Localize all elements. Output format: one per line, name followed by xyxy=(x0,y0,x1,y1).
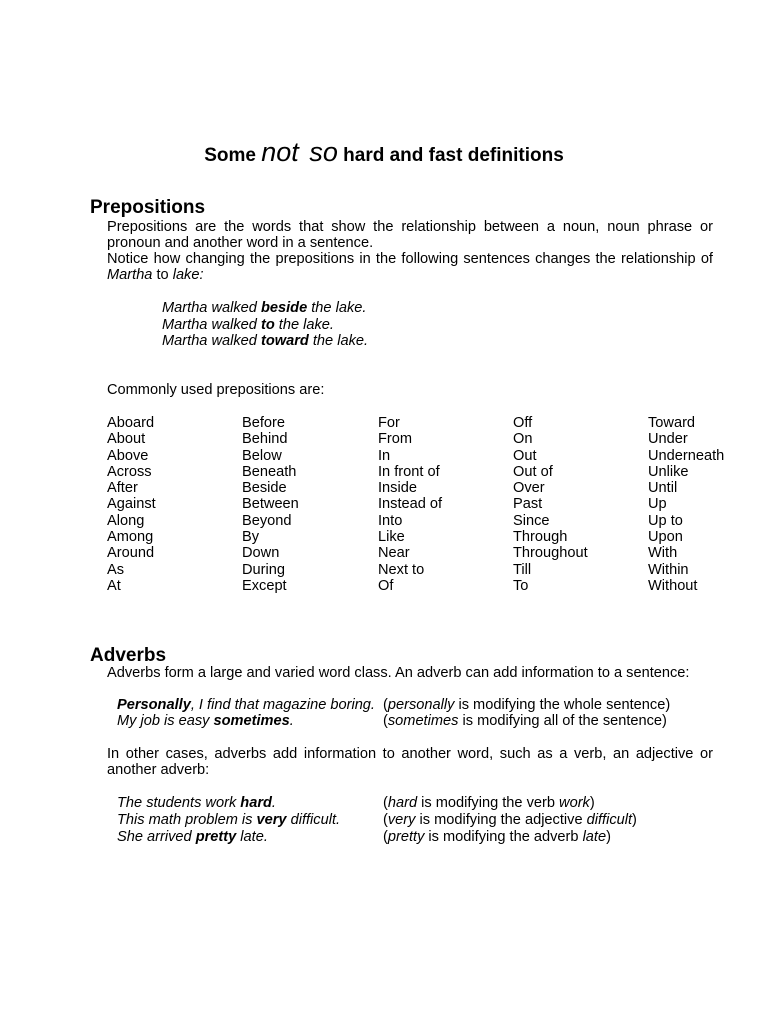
preposition-item: Out xyxy=(513,447,537,464)
adverbs-other-cases: In other cases, adverbs add information to another word, such as a verb, an adjective or another adverb: xyxy=(107,746,713,779)
preposition-item: After xyxy=(107,480,138,497)
preposition-item: Across xyxy=(107,463,152,480)
preposition-item: Toward xyxy=(648,415,696,431)
prepositions-table xyxy=(107,415,747,595)
preposition-item: Past xyxy=(513,496,543,513)
preposition-item: Into xyxy=(378,512,403,529)
preposition-item: Beneath xyxy=(242,463,297,480)
preposition-item: Against xyxy=(107,496,156,513)
prepositions-notice: Notice how changing the prepositions in the following sentences changes the relationship of Martha to lake: xyxy=(107,251,713,284)
preposition-item: Behind xyxy=(242,431,288,448)
preposition-item: With xyxy=(648,545,678,562)
preposition-item: Beside xyxy=(242,480,287,497)
preposition-item: Over xyxy=(513,480,545,497)
adverb-example-pretty: She arrived pretty late. xyxy=(117,829,268,845)
adverbs-heading: Adverbs xyxy=(90,645,167,666)
preposition-item: Around xyxy=(107,545,155,562)
preposition-item: Off xyxy=(513,415,533,431)
preposition-item: At xyxy=(107,577,121,594)
title-text-rest: hard and fast definitions xyxy=(343,145,564,166)
preposition-item: Like xyxy=(378,529,405,546)
prepositions-heading: Prepositions xyxy=(90,197,206,218)
preposition-item: Upon xyxy=(648,529,683,546)
example-sentence-beside: Martha walked beside the lake. xyxy=(162,300,367,316)
preposition-item: Above xyxy=(107,447,149,464)
preposition-item: Instead of xyxy=(378,496,443,513)
adverb-example-personally: Personally, I find that magazine boring. xyxy=(117,697,375,713)
preposition-column xyxy=(513,415,588,594)
preposition-item: Up xyxy=(648,496,667,513)
preposition-item: About xyxy=(107,431,146,448)
preposition-item: In front of xyxy=(378,463,440,480)
adverb-note-sometimes: (sometimes is modifying all of the sentence) xyxy=(383,713,667,729)
preposition-item: Throughout xyxy=(513,545,588,562)
adverb-note-hard: (hard is modifying the verb work) xyxy=(383,795,595,811)
page-title xyxy=(0,134,768,174)
preposition-item: Inside xyxy=(378,480,417,497)
prepositions-list-intro: Commonly used prepositions are: xyxy=(107,382,325,398)
preposition-item: For xyxy=(378,415,400,431)
preposition-item: Along xyxy=(107,512,145,529)
preposition-item: Among xyxy=(107,529,154,546)
preposition-item: Of xyxy=(378,577,394,594)
preposition-item: Beyond xyxy=(242,512,292,529)
example-sentence-toward: Martha walked toward the lake. xyxy=(162,333,369,349)
adverbs-definition: Adverbs form a large and varied word class. An adverb can add information to a sentence: xyxy=(107,665,690,681)
adverb-note-very: (very is modifying the adjective difficult) xyxy=(383,812,637,828)
preposition-item: On xyxy=(513,431,533,448)
preposition-item: Between xyxy=(242,496,299,513)
preposition-column xyxy=(648,415,724,594)
adverb-example-sometimes: My job is easy sometimes. xyxy=(117,713,294,729)
preposition-item: Under xyxy=(648,431,688,448)
preposition-item: Before xyxy=(242,415,285,431)
preposition-column xyxy=(242,415,299,594)
adverb-example-hard: The students work hard. xyxy=(117,795,276,811)
title-text-not: not xyxy=(261,137,299,167)
example-sentence-to: Martha walked to the lake. xyxy=(162,317,334,333)
preposition-item: Till xyxy=(513,561,532,578)
preposition-item: Through xyxy=(513,529,568,546)
preposition-item: Underneath xyxy=(648,447,725,464)
preposition-item: Except xyxy=(242,577,287,594)
preposition-item: Near xyxy=(378,545,410,562)
preposition-item: As xyxy=(107,561,125,578)
title-text-so: so xyxy=(309,137,338,167)
preposition-item: Up to xyxy=(648,512,683,529)
adverb-note-personally: (personally is modifying the whole sentence) xyxy=(383,697,671,713)
preposition-item: Without xyxy=(648,577,698,594)
preposition-item: To xyxy=(513,577,529,594)
preposition-item: From xyxy=(378,431,413,448)
preposition-item: During xyxy=(242,561,285,578)
preposition-item: Down xyxy=(242,545,280,562)
preposition-item: Unlike xyxy=(648,463,689,480)
title-text-some: Some xyxy=(204,145,256,166)
preposition-item: Out of xyxy=(513,463,553,480)
preposition-item: Since xyxy=(513,512,550,529)
preposition-item: By xyxy=(242,529,260,546)
preposition-item: Until xyxy=(648,480,678,497)
preposition-item: Below xyxy=(242,447,282,464)
preposition-column xyxy=(107,415,156,594)
prepositions-definition: Prepositions are the words that show the relationship between a noun, noun phrase or pronoun and another word in a sentence. xyxy=(107,219,713,252)
adverb-example-very: This math problem is very difficult. xyxy=(117,812,341,828)
preposition-item: In xyxy=(378,447,391,464)
preposition-column xyxy=(378,415,442,594)
adverb-note-pretty: (pretty is modifying the adverb late) xyxy=(383,829,611,845)
preposition-item: Within xyxy=(648,561,689,578)
preposition-item: Next to xyxy=(378,561,425,578)
preposition-item: Aboard xyxy=(107,415,155,431)
